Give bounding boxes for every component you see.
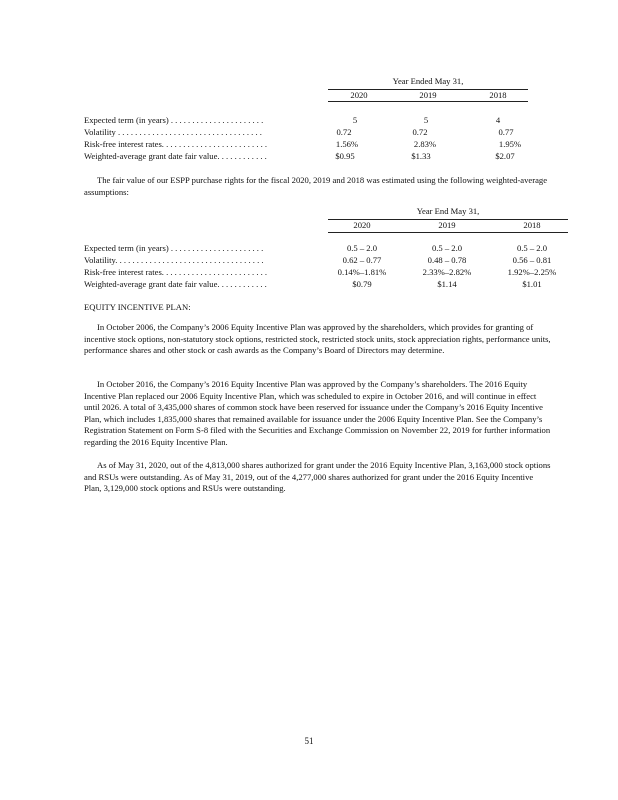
row-label: Volatility . . . . . . . . . . . . . . . . . . . . . . . . . . . . . . . . . . [84,127,262,137]
page-number: 51 [304,736,314,746]
table1-year-header: 2018 [489,90,507,100]
table1-header-rule [328,101,528,102]
row-label: Risk-free interest rates. . . . . . . . . . . . . . . . . . . . . . . . . [84,139,268,149]
section-heading: EQUITY INCENTIVE PLAN: [84,302,191,312]
row-label: Expected term (in years) . . . . . . . . . . . . . . . . . . . . . . [84,115,264,125]
table2-caption: Year End May 31, [416,206,480,216]
cell-value: 2.83% [413,139,437,149]
cell-value: 1.56% [335,139,359,149]
paragraph [84,322,552,357]
cell-value: 5 [423,115,429,125]
paragraph [84,379,552,448]
espp-intro-text: The fair value of our ESPP purchase rights for the fiscal 2020, 2019 and 2018 was estimated using the following weighted-average assumptions: [84,175,548,197]
row-label: Weighted-average grant date fair value. . . . . . . . . . . . [84,279,267,289]
cell-value: $1.01 [522,279,542,289]
row-label: Risk-free interest rates. . . . . . . . . . . . . . . . . . . . . . . . . [84,267,268,277]
cell-value: 5 [352,115,358,125]
cell-value: 4 [495,115,501,125]
row-label: Weighted-average grant date fair value. . . . . . . . . . . . [84,151,267,161]
cell-value: 0.5 – 2.0 [516,243,548,253]
cell-value: 0.48 – 0.78 [427,255,467,265]
table1-year-header: 2019 [419,90,437,100]
paragraph [84,460,552,495]
cell-value: $0.79 [352,279,372,289]
cell-value: 0.14%–1.81% [337,267,387,277]
row-label: Expected term (in years) . . . . . . . . . . . . . . . . . . . . . . [84,243,264,253]
table2-year-header: 2020 [353,220,371,230]
paragraph-text: In October 2006, the Company’s 2006 Equity Incentive Plan was approved by the shareholders, which provides for granting of incentive stock options, non-statutory stock options, restricted stock, restricted stock units, stock appreciation rights, performance units, performance shares and other stock or cash awards as the Company’s Board of Directors may determine. [84,322,551,355]
table1-year-header: 2020 [350,90,368,100]
espp-intro-paragraph [84,175,552,198]
cell-value: 0.5 – 2.0 [431,243,463,253]
row-label: Volatility. . . . . . . . . . . . . . . . . . . . . . . . . . . . . . . . . . . [84,255,264,265]
table1-caption: Year Ended May 31, [392,76,464,86]
cell-value: 0.56 – 0.81 [512,255,552,265]
table2-year-header: 2018 [523,220,541,230]
cell-value: 0.77 [498,127,514,137]
paragraph-text: In October 2016, the Company’s 2016 Equity Incentive Plan was approved by the Company’s shareholders. The 2016 Equity Incentive Plan replaced our 2006 Equity Incentive Plan, which was scheduled to expire in October 2016, and will continue in effect until 2026. A total of 3,435,000 shares of common stock have been reserved for issuance under the Company’s 2016 Equity Incentive Plan, which includes 1,835,000 shares that remained available for issuance under the 2006 Equity Incentive Plan. See the Company’s Registration Statement on Form S-8 filed with the Securities and Exchange Commission on November 22, 2019 for further information regarding the 2016 Equity Incentive Plan. [84,379,551,447]
paragraph-text: As of May 31, 2020, out of the 4,813,000 shares authorized for grant under the 2016 Equity Incentive Plan, 3,163,000 stock options and RSUs were outstanding. As of May 31, 2019, out of the 4,277,000 shares authorized for grant under the 2016 Equity Incentive Plan, 3,129,000 stock options and RSUs were outstanding. [84,460,551,493]
cell-value: 0.62 – 0.77 [342,255,382,265]
cell-value: $2.07 [495,151,515,161]
cell-value: 0.72 [336,127,352,137]
cell-value: 2.33%–2.82% [422,267,472,277]
cell-value: 1.95% [498,139,522,149]
table2-header-rule [328,232,568,233]
cell-value: 0.72 [412,127,428,137]
table2-year-header: 2019 [438,220,456,230]
cell-value: $1.14 [437,279,457,289]
cell-value: 0.5 – 2.0 [346,243,378,253]
cell-value: $1.33 [411,151,431,161]
cell-value: 1.92%–2.25% [507,267,557,277]
cell-value: $0.95 [335,151,355,161]
